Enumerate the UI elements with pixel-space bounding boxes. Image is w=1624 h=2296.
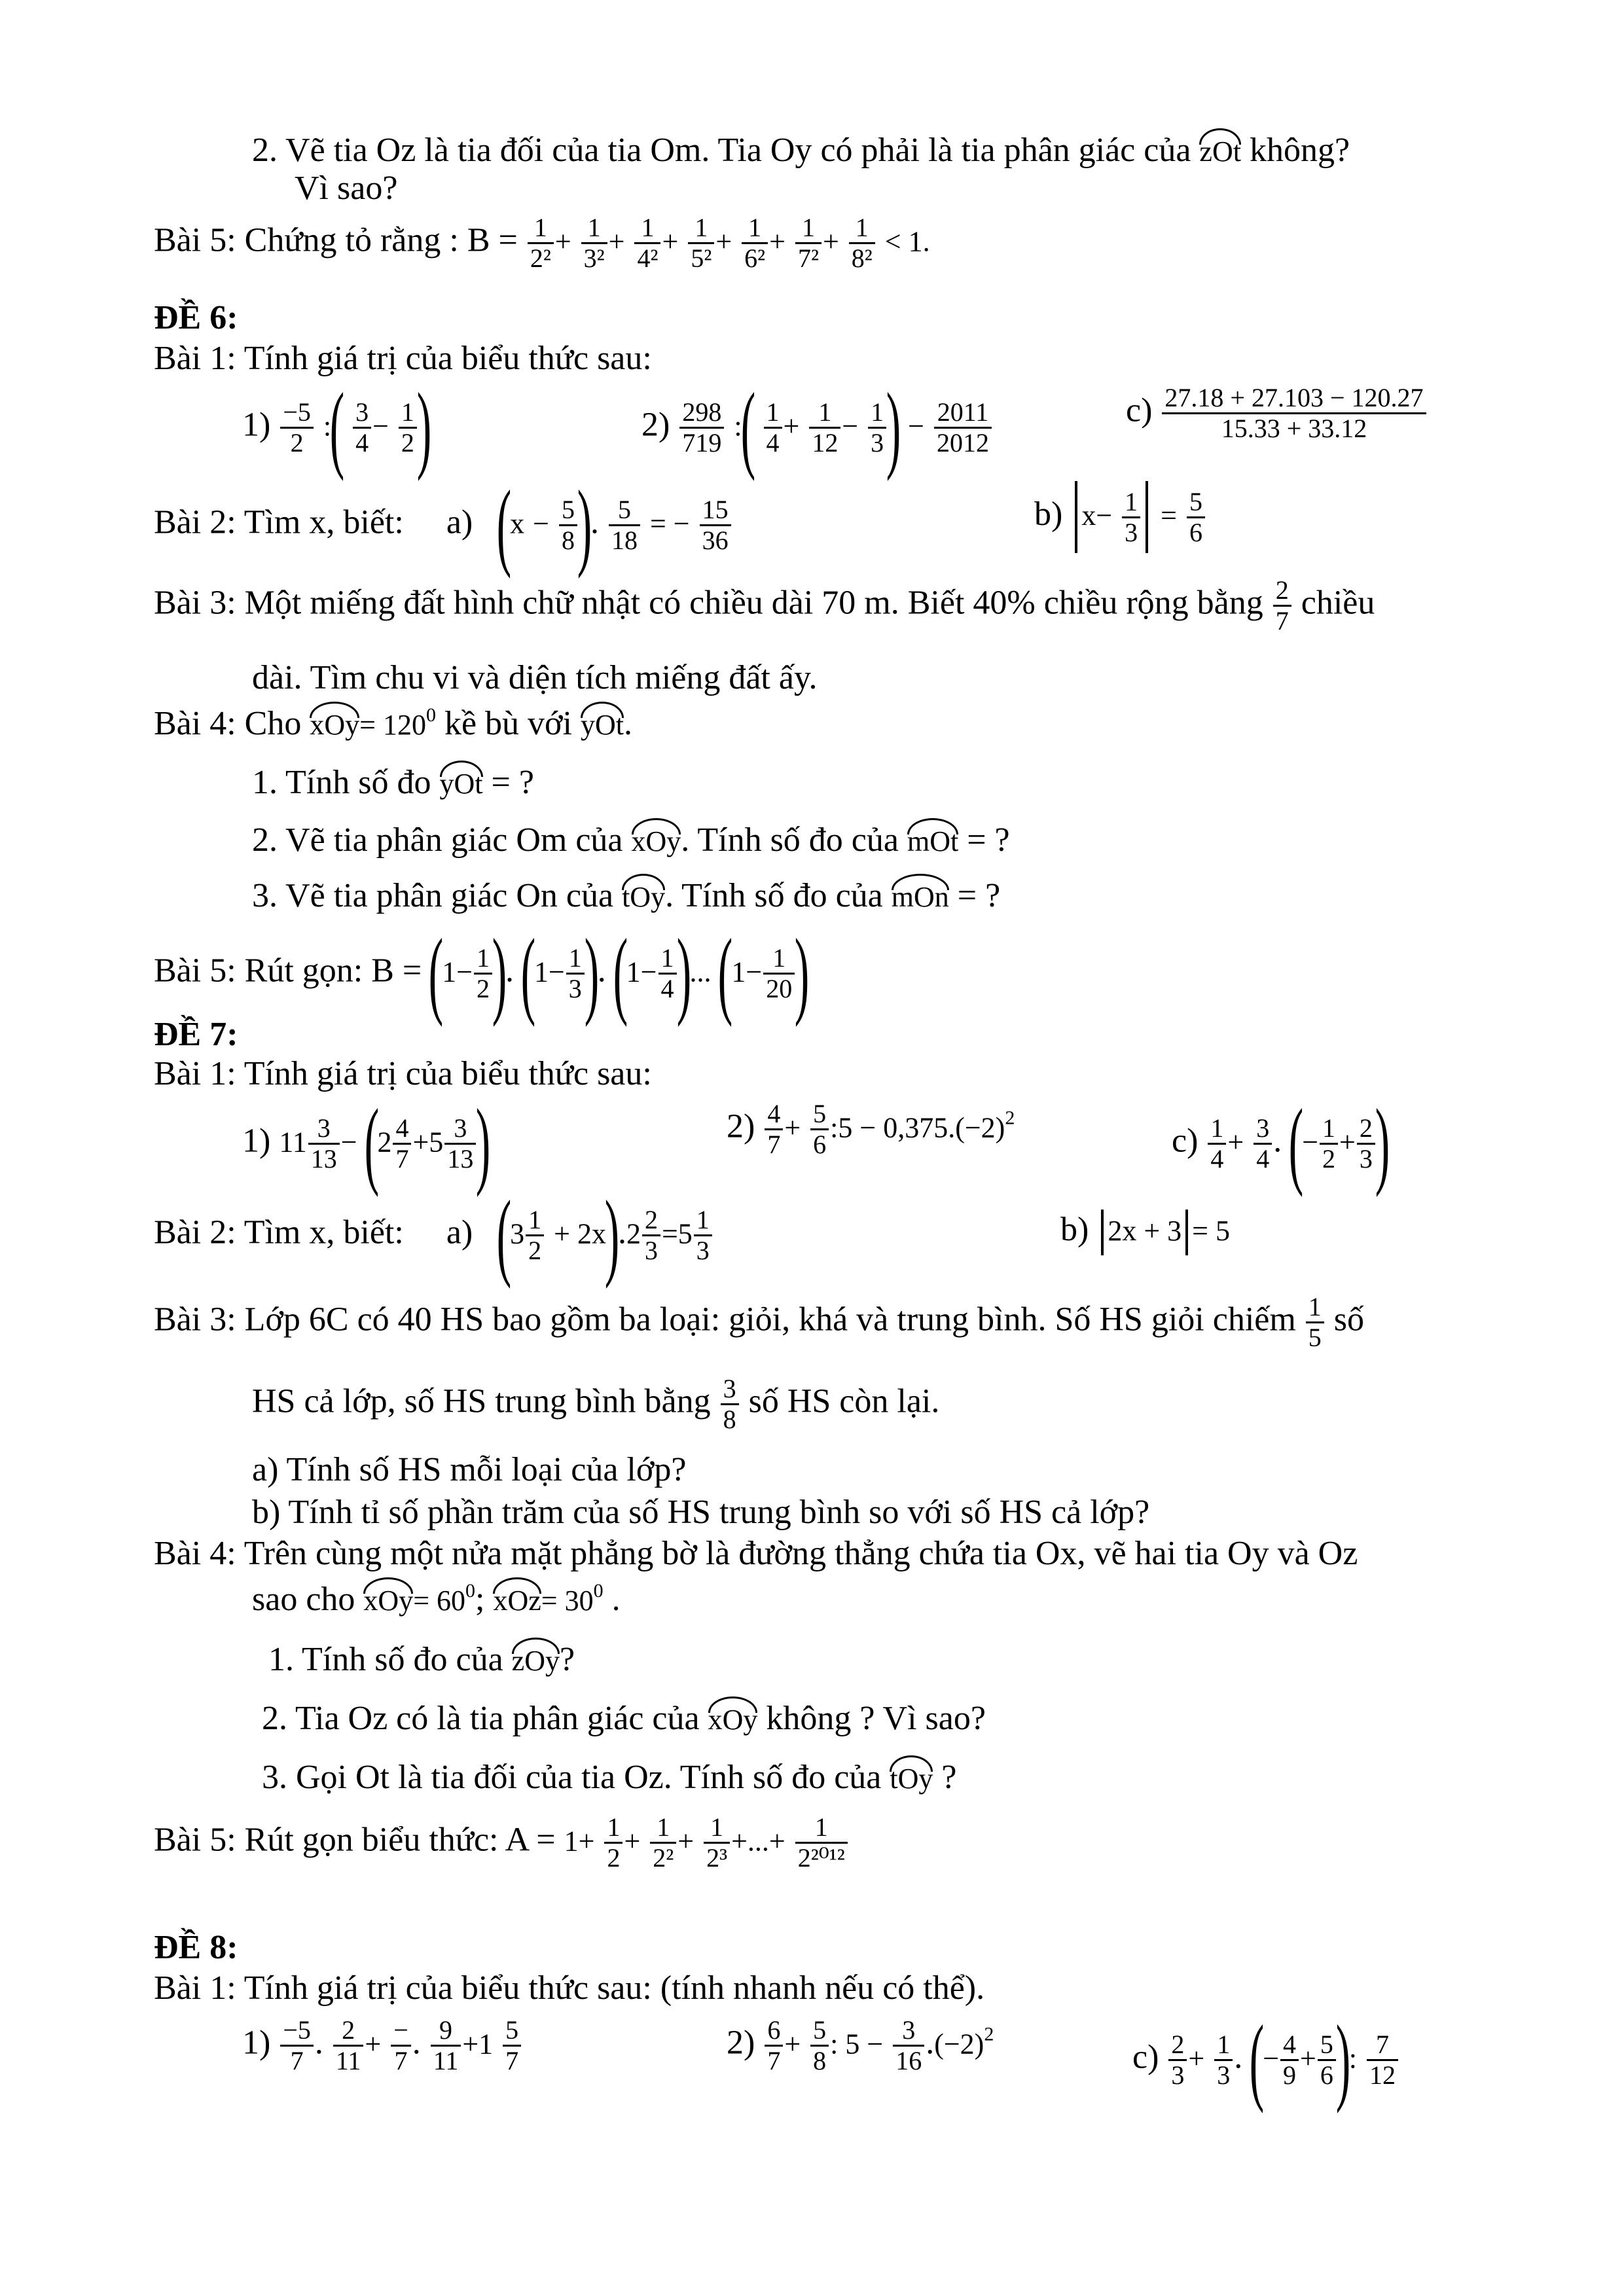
math-line: c) $\frac{2}{3}$ + $\frac{1}{3}$ . (− $\frac{4}{9}$ + $\frac{5}{6}$ ): $\frac{7}{12}$	[1132, 2016, 1399, 2104]
math-line: Bài 2: Tìm x, biết: a) (3 $\frac{1}{2}$ + 2x).2 $\frac{2}{3}$ =5 $\frac{1}{3}$	[154, 1191, 713, 1280]
fraction: $\frac{1}{\text{7²}}$	[795, 213, 821, 273]
section-heading: ĐỀ 7:	[154, 1016, 238, 1053]
math-line: 2) $\frac{4}{7}$ + $\frac{5}{6}$ :5 − $0,375.(-2)^2$	[727, 1099, 1015, 1159]
text-line: Bài 4: Trên cùng một nửa mặt phẳng bờ là đường thẳng chứa tia Ox, vẽ hai tia Oy và Oz	[154, 1535, 1358, 1572]
math-line: Bài 2: Tìm x, biết: a) (x − $\frac{5}{8}$ ). $\frac{5}{18}$ = − $\frac{15}{36}$	[154, 481, 732, 569]
text-line: a) Tính số HS mỗi loại của lớp?	[252, 1451, 687, 1488]
math-line: 1) 11 $\frac{3}{13}$ − (2 $\frac{4}{7}$ +5 $\frac{3}{13}$ )	[242, 1089, 491, 1198]
text-line: HS cả lớp, số HS trung bình bằng $\frac{3}{8}$ số HS còn lại.	[252, 1374, 940, 1434]
text-line: dài. Tìm chu vi và diện tích miếng đất ấy.	[252, 659, 818, 696]
text-line: 2. Vẽ tia phân giác Om của xOy. Tính số đo của mOt = ?	[252, 818, 1010, 857]
math-line: 1) $\frac{-5}{7}$ . $\frac{2}{11}$ + − 7 . $\frac{9}{11}$ +1 $\frac{5}{7}$	[242, 2016, 522, 2075]
angle-zOt: zOt	[1199, 128, 1241, 166]
text-line	[252, 128, 1350, 168]
text-line: Bài 4: Cho $xOy= 120^0$ kề bù với yOt.	[154, 702, 632, 741]
text-line: 3. Vẽ tia phân giác On của tOy. Tính số đo của mOn = ?	[252, 874, 1000, 913]
text-line: 3. Gọi Ot là tia đối của tia Oz. Tính số đo của tOy ?	[262, 1755, 956, 1795]
math-line: b) 2x + 3 = 5	[1060, 1210, 1230, 1255]
line-text: không?	[1249, 132, 1350, 169]
text-line: 1. Tính số đo của zOy?	[268, 1638, 575, 1677]
text-line: Bài 5: Chứng tỏ rằng : B = $\frac{1}{\text{2²}}$ + $\frac{1}{\text{3²}}$ + $\frac{1}{\text{4²}}$ + $\frac{1}{\text{5²}}$ + $\frac{1}{\text{6²}}$ + $\frac{1}{\text{7²}}$ + $\frac{1}{\text{8²}}$ < 1.	[154, 213, 930, 273]
math: < 1.	[884, 225, 930, 258]
fraction: $\frac{1}{\text{6²}}$	[742, 213, 768, 273]
line-text: Vì sao?	[295, 170, 398, 207]
fraction: $\frac{1}{\text{8²}}$	[849, 213, 875, 273]
text-line: 2. Tia Oz có là tia phân giác của xOy không ? Vì sao?	[262, 1696, 986, 1736]
section-heading: ĐỀ 6:	[154, 299, 238, 336]
text-line: Bài 3: Lớp 6C có 40 HS bao gồm ba loại: giỏi, khá và trung bình. Số HS giỏi chiếm $\frac{1}{5}$ số	[154, 1292, 1365, 1352]
math-line: b) x− $\frac{1}{3}$ = $\frac{5}{6}$	[1034, 481, 1206, 553]
line-text: Bài 5: Chứng tỏ rằng : B =	[154, 221, 518, 259]
math-line: Bài 5: Rút gọn: B = (1− $\frac{1}{2}$ ). (1− $\frac{1}{3}$ ). (1− $\frac{1}{4}$ )... (1− $\frac{1}{20}$ )	[154, 919, 810, 1028]
text-line: sao cho $xOy= 60^0$; $xOz= 30^0$ .	[252, 1577, 621, 1617]
math-line: Bài 5: Rút gọn biểu thức: A = 1+ $\frac{1}{2}$ + $\frac{1}{\text{2²}}$ + $\frac{1}{\text{2³}}$ +...+ $\frac{1}{\text{2²⁰¹²}}$	[154, 1813, 849, 1873]
text-line: Bài 1: Tính giá trị của biểu thức sau:	[154, 1055, 652, 1092]
fraction: $\frac{1}{\text{5²}}$	[688, 213, 714, 273]
math-line: 2) $\frac{6}{7}$ + $\frac{5}{8}$ : 5 − $\frac{3}{16}$ $.(-2)^2$	[727, 2015, 994, 2075]
text-line: Bài 3: Một miếng đất hình chữ nhật có chiều dài 70 m. Biết 40% chiều rộng bằng $\frac{2}{7}$ chiều	[154, 575, 1375, 636]
text-line: Bài 1: Tính giá trị của biểu thức sau:	[154, 340, 652, 377]
section-heading: ĐỀ 8:	[154, 1929, 238, 1966]
text-line: 1. Tính số đo yOt = ?	[252, 761, 534, 800]
math-line: c) $\frac{1}{4}$ + $\frac{3}{4}$ . (− $\frac{1}{2}$ + $\frac{2}{3}$ )	[1172, 1089, 1390, 1198]
text-line	[295, 171, 397, 206]
fraction: $\frac{1}{\text{4²}}$	[634, 213, 660, 273]
fraction: $\frac{1}{\text{3²}}$	[581, 213, 607, 273]
fraction: $\frac{1}{\text{2²}}$	[528, 213, 554, 273]
math-line: 1) $\frac{-5}{2}$ :( $\frac{3}{4}$ − $\frac{1}{2}$ )	[242, 373, 432, 482]
math-line: 2) $\frac{298}{719}$ :( $\frac{1}{4}$ + $\frac{1}{12}$ − $\frac{1}{3}$ ) − $\frac{2011}{2012}$	[641, 384, 993, 472]
line-text: 2. Vẽ tia Oz là tia đối của tia Om. Tia Oy có phải là tia phân giác của	[252, 132, 1191, 169]
text-line: b) Tính tỉ số phần trăm của số HS trung bình so với số HS cả lớp?	[252, 1494, 1150, 1531]
text-line: Bài 1: Tính giá trị của biểu thức sau: (tính nhanh nếu có thể).	[154, 1969, 985, 2007]
math-line: c) $\frac{27.18 + 27.103 - 120.27}{15.33 + 33.12}$	[1126, 384, 1428, 443]
